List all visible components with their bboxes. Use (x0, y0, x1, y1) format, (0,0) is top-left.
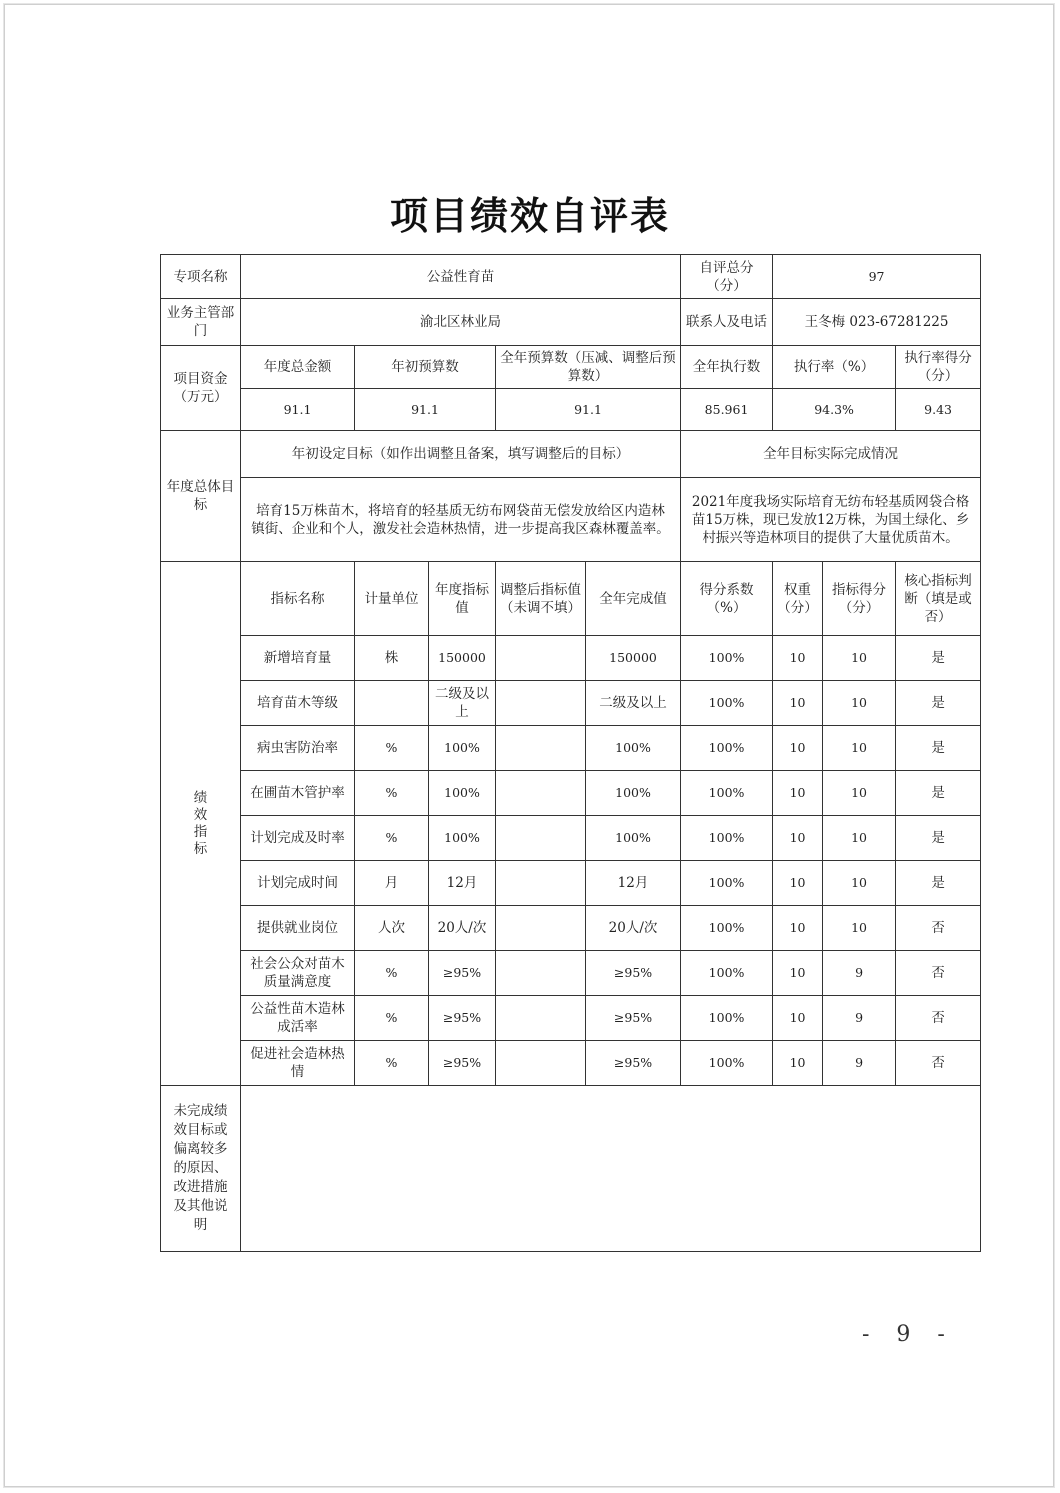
indicator-weight: 10 (773, 1041, 823, 1086)
funds-header: 全年执行数 (681, 346, 773, 389)
indicator-target: 12月 (429, 861, 496, 906)
indicator-weight: 10 (773, 816, 823, 861)
funds-value: 94.3% (773, 389, 896, 431)
indicator-score: 9 (823, 1041, 896, 1086)
indicator-header: 年度指标值 (429, 562, 496, 636)
indicator-score: 9 (823, 996, 896, 1041)
indicator-header: 得分系数（%） (681, 562, 773, 636)
indicator-score: 10 (823, 861, 896, 906)
funds-header: 执行率得分（分） (896, 346, 981, 389)
indicator-coefficient: 100% (681, 861, 773, 906)
goals-label: 年度总体目标 (161, 431, 241, 562)
funds-header: 年初预算数 (355, 346, 496, 389)
funds-header: 全年预算数（压减、调整后预算数） (496, 346, 681, 389)
goals-set-header: 年初设定目标（如作出调整且备案，填写调整后的目标） (241, 431, 681, 478)
contact-label: 联系人及电话 (681, 299, 773, 346)
self-score-value: 97 (773, 255, 981, 299)
remarks-label-text: 未完成绩效目标或偏离较多的原因、改进措施及其他说明 (173, 1103, 228, 1233)
indicator-unit: 株 (355, 636, 429, 681)
indicator-weight: 10 (773, 771, 823, 816)
goals-actual-text: 2021年度我场实际培育无纺布轻基质网袋合格苗15万株，现已发放12万株，为国土绿化、乡村振兴等造林项目的提供了大量优质苗木。 (681, 478, 981, 562)
funds-value: 91.1 (496, 389, 681, 431)
indicator-adjusted (496, 726, 586, 771)
indicator-actual: 12月 (586, 861, 681, 906)
indicator-score: 10 (823, 636, 896, 681)
indicator-header: 指标名称 (241, 562, 355, 636)
indicator-actual: 100% (586, 726, 681, 771)
indicator-unit (355, 681, 429, 726)
indicator-row (161, 771, 981, 816)
remarks-content (241, 1086, 981, 1252)
indicator-coefficient: 100% (681, 771, 773, 816)
indicator-score: 10 (823, 681, 896, 726)
indicator-coefficient: 100% (681, 726, 773, 771)
indicator-name: 计划完成时间 (241, 861, 355, 906)
indicator-core: 是 (896, 771, 981, 816)
indicator-row (161, 906, 981, 951)
indicator-unit: % (355, 996, 429, 1041)
goals-actual-header: 全年目标实际完成情况 (681, 431, 981, 478)
indicator-coefficient: 100% (681, 816, 773, 861)
indicator-score: 10 (823, 906, 896, 951)
indicator-weight: 10 (773, 861, 823, 906)
indicator-adjusted (496, 861, 586, 906)
indicator-actual: 20人/次 (586, 906, 681, 951)
indicator-name: 社会公众对苗木质量满意度 (241, 951, 355, 996)
indicator-target: 二级及以上 (429, 681, 496, 726)
goals-text-row (161, 478, 981, 562)
indicator-row (161, 816, 981, 861)
indicator-name: 培育苗木等级 (241, 681, 355, 726)
contact-value: 王冬梅 023-67281225 (773, 299, 981, 346)
indicator-adjusted (496, 906, 586, 951)
indicator-adjusted (496, 681, 586, 726)
indicator-adjusted (496, 816, 586, 861)
indicator-target: ≥95% (429, 996, 496, 1041)
indicator-unit: 人次 (355, 906, 429, 951)
indicator-name: 在圃苗木管护率 (241, 771, 355, 816)
header-row-dept (161, 299, 981, 346)
indicator-core: 否 (896, 906, 981, 951)
project-name-value: 公益性育苗 (241, 255, 681, 299)
funds-header-row (161, 346, 981, 389)
dept-label: 业务主管部门 (161, 299, 241, 346)
indicator-adjusted (496, 1041, 586, 1086)
indicator-header: 核心指标判断（填是或否） (896, 562, 981, 636)
indicator-adjusted (496, 996, 586, 1041)
indicator-coefficient: 100% (681, 951, 773, 996)
funds-value-row (161, 389, 981, 431)
indicator-core: 是 (896, 861, 981, 906)
indicator-actual: ≥95% (586, 1041, 681, 1086)
indicator-core: 是 (896, 726, 981, 771)
funds-header: 年度总金额 (241, 346, 355, 389)
page-number: - 9 - (862, 1322, 955, 1347)
indicator-weight: 10 (773, 681, 823, 726)
document-title: 项目绩效自评表 (389, 193, 670, 238)
indicator-coefficient: 100% (681, 906, 773, 951)
remarks-label (161, 1086, 241, 1252)
indicator-target: ≥95% (429, 951, 496, 996)
indicator-weight: 10 (773, 951, 823, 996)
performance-table (160, 254, 981, 1252)
indicator-actual: 100% (586, 816, 681, 861)
indicator-unit: 月 (355, 861, 429, 906)
dept-value: 渝北区林业局 (241, 299, 681, 346)
indicator-row (161, 996, 981, 1041)
indicators-label (161, 562, 241, 1086)
indicator-adjusted (496, 951, 586, 996)
indicator-core: 是 (896, 681, 981, 726)
indicator-weight: 10 (773, 636, 823, 681)
funds-value: 91.1 (241, 389, 355, 431)
indicator-name: 公益性苗木造林成活率 (241, 996, 355, 1041)
indicator-actual: 150000 (586, 636, 681, 681)
indicator-target: 150000 (429, 636, 496, 681)
indicator-name: 促进社会造林热情 (241, 1041, 355, 1086)
indicator-score: 10 (823, 726, 896, 771)
indicator-name: 提供就业岗位 (241, 906, 355, 951)
indicator-target: ≥95% (429, 1041, 496, 1086)
indicator-header: 计量单位 (355, 562, 429, 636)
indicator-name: 新增培育量 (241, 636, 355, 681)
indicator-actual: 二级及以上 (586, 681, 681, 726)
indicator-target: 100% (429, 771, 496, 816)
indicator-unit: % (355, 771, 429, 816)
funds-value: 9.43 (896, 389, 981, 431)
indicator-weight: 10 (773, 906, 823, 951)
indicator-core: 是 (896, 816, 981, 861)
indicator-name: 计划完成及时率 (241, 816, 355, 861)
indicator-target: 100% (429, 726, 496, 771)
indicator-coefficient: 100% (681, 636, 773, 681)
indicator-row (161, 861, 981, 906)
indicator-row (161, 636, 981, 681)
indicator-weight: 10 (773, 996, 823, 1041)
indicator-core: 否 (896, 951, 981, 996)
indicator-core: 否 (896, 996, 981, 1041)
indicators-label-text: 绩效指标 (193, 789, 208, 857)
remarks-row (161, 1086, 981, 1252)
indicator-header: 全年完成值 (586, 562, 681, 636)
indicator-coefficient: 100% (681, 681, 773, 726)
indicator-adjusted (496, 771, 586, 816)
header-row-project (161, 255, 981, 299)
indicator-core: 否 (896, 1041, 981, 1086)
funds-header: 执行率（%） (773, 346, 896, 389)
indicator-target: 100% (429, 816, 496, 861)
self-score-label: 自评总分（分） (681, 255, 773, 299)
indicator-adjusted (496, 636, 586, 681)
indicator-actual: ≥95% (586, 951, 681, 996)
indicator-row (161, 681, 981, 726)
indicator-score: 10 (823, 771, 896, 816)
indicator-name: 病虫害防治率 (241, 726, 355, 771)
indicator-header: 调整后指标值（未调不填） (496, 562, 586, 636)
indicator-unit: % (355, 726, 429, 771)
indicator-actual: 100% (586, 771, 681, 816)
funds-value: 91.1 (355, 389, 496, 431)
indicator-actual: ≥95% (586, 996, 681, 1041)
indicator-score: 9 (823, 951, 896, 996)
indicator-unit: % (355, 951, 429, 996)
indicator-header-row (161, 562, 981, 636)
indicator-unit: % (355, 816, 429, 861)
indicator-header: 权重（分） (773, 562, 823, 636)
indicator-row (161, 1041, 981, 1086)
funds-label: 项目资金（万元） (161, 346, 241, 431)
project-name-label: 专项名称 (161, 255, 241, 299)
indicator-unit: % (355, 1041, 429, 1086)
indicator-row (161, 951, 981, 996)
indicator-row (161, 726, 981, 771)
indicator-target: 20人/次 (429, 906, 496, 951)
indicator-weight: 10 (773, 726, 823, 771)
indicator-coefficient: 100% (681, 996, 773, 1041)
indicator-core: 是 (896, 636, 981, 681)
goals-set-text: 培育15万株苗木，将培育的轻基质无纺布网袋苗无偿发放给区内造林镇街、企业和个人，激发社会造林热情，进一步提高我区森林覆盖率。 (241, 478, 681, 562)
funds-value: 85.961 (681, 389, 773, 431)
indicator-header: 指标得分（分） (823, 562, 896, 636)
indicator-score: 10 (823, 816, 896, 861)
goals-header-row (161, 431, 981, 478)
indicator-coefficient: 100% (681, 1041, 773, 1086)
